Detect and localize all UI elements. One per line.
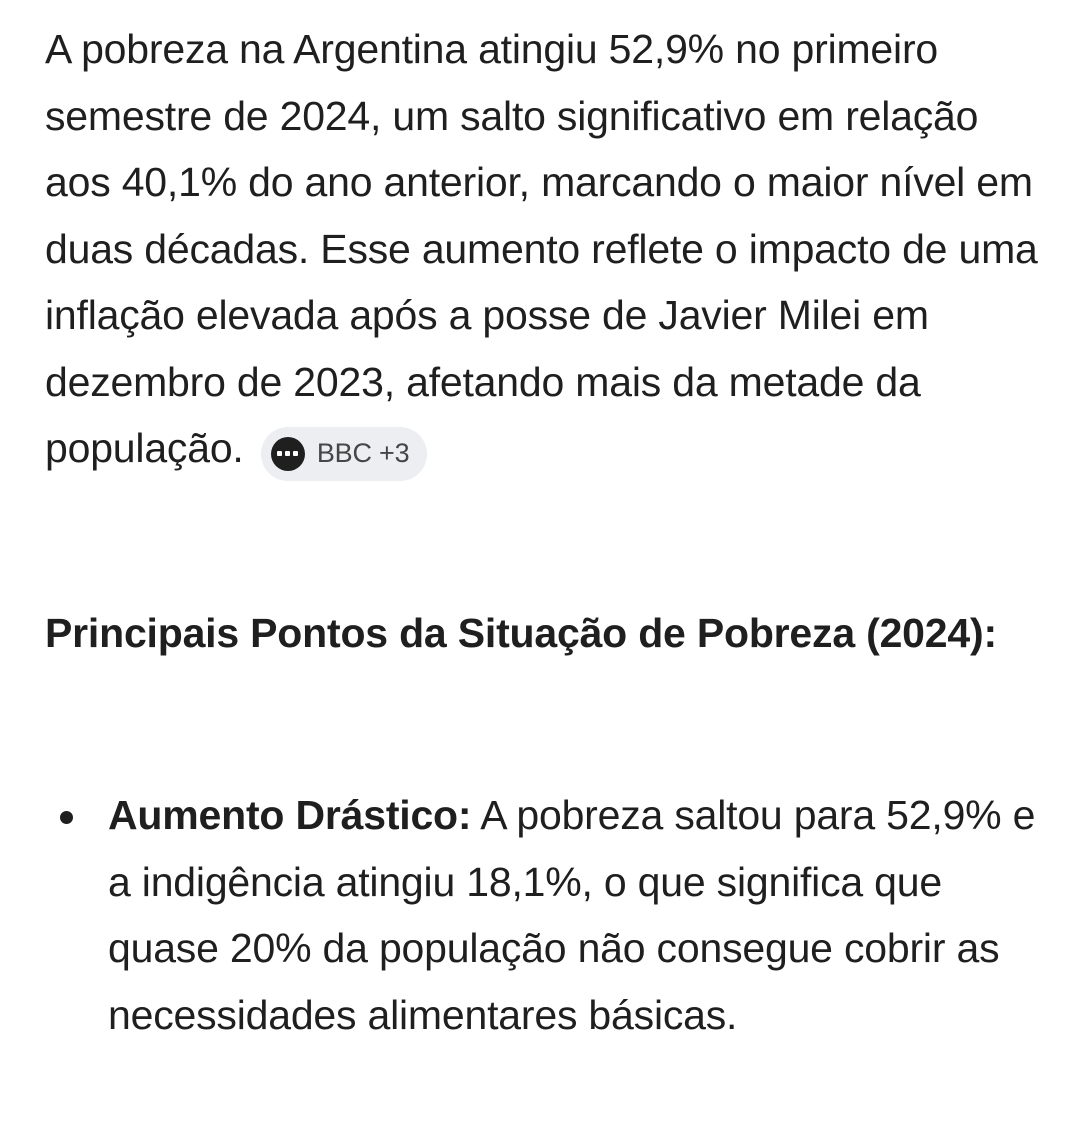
bullet-term: Aumento Drástico: <box>108 792 472 838</box>
answer-content <box>45 16 1045 482</box>
bullet-list <box>45 782 1055 1048</box>
source-chip[interactable] <box>261 427 428 481</box>
list-item <box>45 782 1055 1048</box>
intro-paragraph <box>45 16 1045 482</box>
intro-text: A pobreza na Argentina atingiu 52,9% no primeiro semestre de 2024, um salto significativo em relação aos 40,1% do ano anterior, marcando o maior nível em duas décadas. Esse aumento reflete o impacto de uma inflação elevada após a posse de Javier Milei em dezembro de 2023, afetando mais da metade da população. <box>45 26 1038 471</box>
bullet-icon <box>60 811 73 824</box>
bullet-text: A pobreza saltou para 52,9% e a indigência atingiu 18,1%, o que significa que quase 20% da população não consegue cobrir as necessidades alimentares básicas. <box>108 792 1036 1038</box>
source-chip-label: BBC +3 <box>316 438 410 468</box>
more-sources-icon <box>271 437 305 471</box>
section-title: Principais Pontos da Situação de Pobreza (2024): <box>45 610 997 656</box>
